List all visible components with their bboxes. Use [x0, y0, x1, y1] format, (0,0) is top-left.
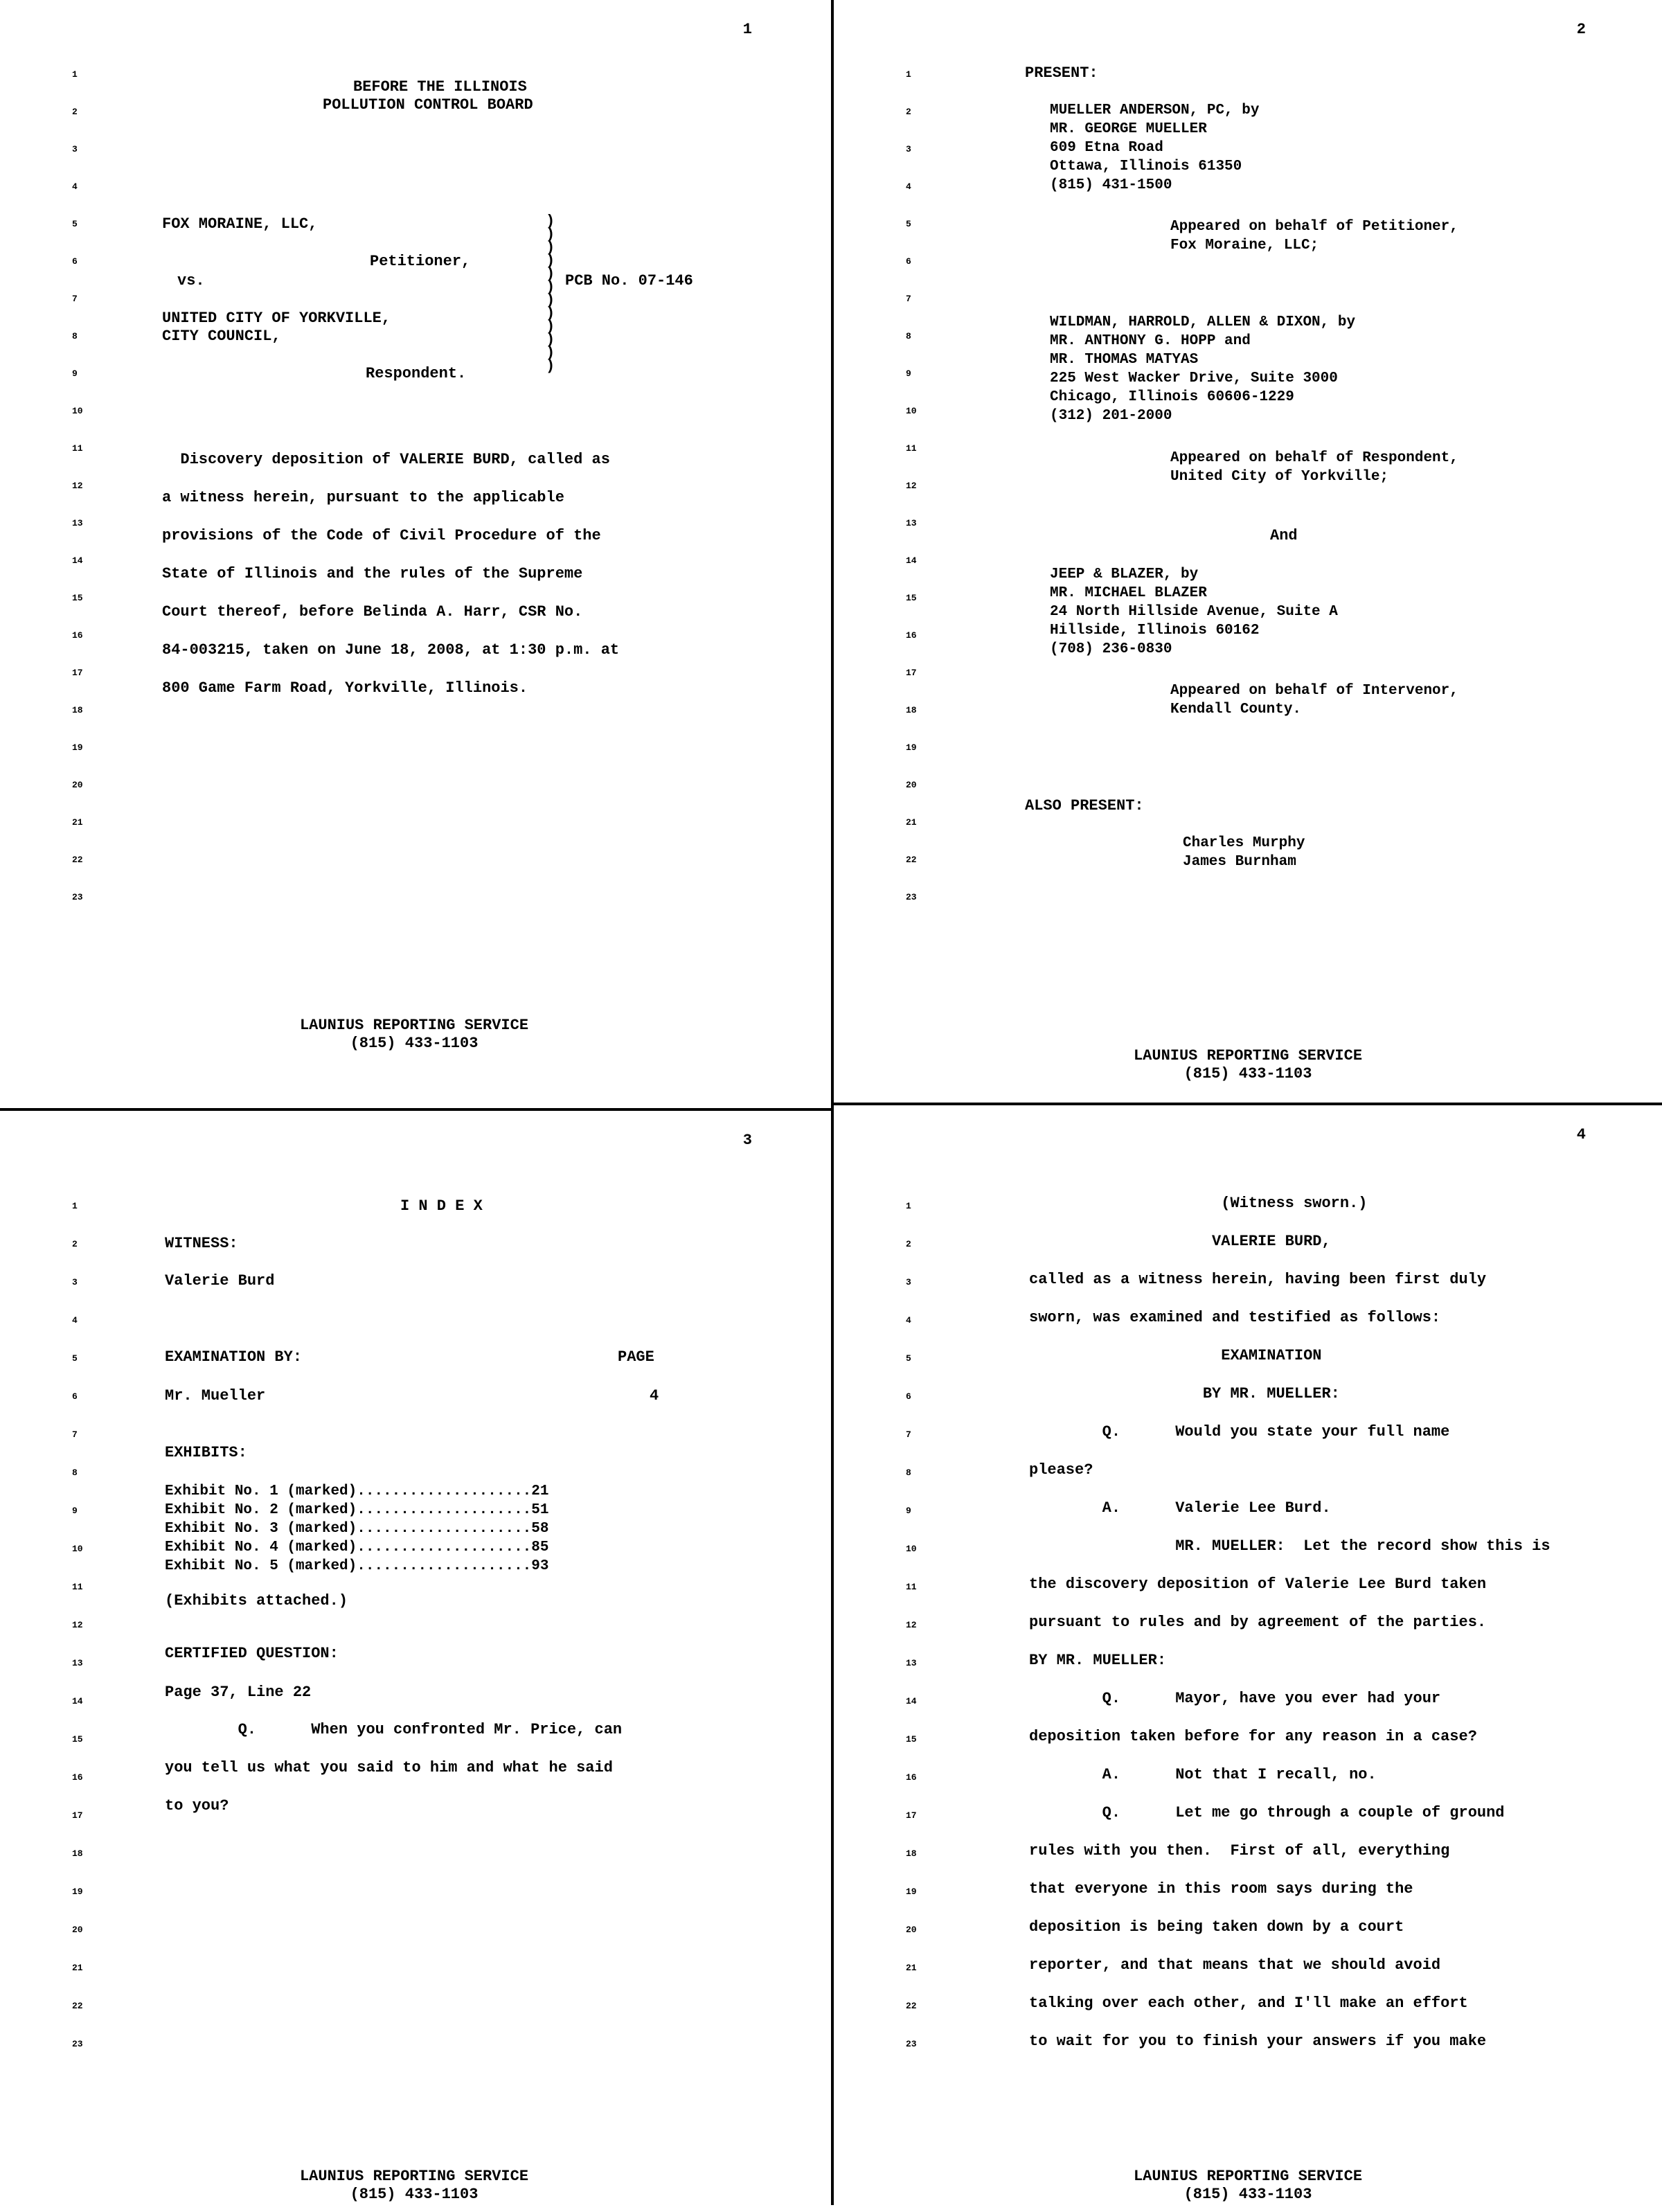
- transcript-line: you tell us what you said to him and what he said: [165, 1759, 613, 1776]
- line-number: 18: [906, 705, 917, 715]
- line-number: 1: [72, 69, 78, 80]
- transcript-line: State of Illinois and the rules of the Supreme: [162, 565, 583, 582]
- present-label: PRESENT:: [1025, 64, 1098, 82]
- footer-service: LAUNIUS REPORTING SERVICE: [1133, 1047, 1363, 1064]
- line-number: 6: [72, 256, 78, 267]
- line-number: 21: [72, 1963, 83, 1973]
- certified-question-label: CERTIFIED QUESTION:: [165, 1645, 339, 1662]
- transcript-line: talking over each other, and I'll make an effort: [1029, 1995, 1468, 2012]
- line-number: 18: [72, 705, 83, 715]
- line-number: 14: [906, 1696, 917, 1706]
- examination-label: EXAMINATION BY:: [165, 1348, 303, 1366]
- line-number: 2: [906, 107, 911, 117]
- transcript-line: BY MR. MUELLER:: [1029, 1652, 1167, 1669]
- line-number: 4: [906, 181, 911, 192]
- versus-label: vs.: [177, 272, 205, 289]
- line-number: 23: [906, 892, 917, 902]
- line-number: 2: [906, 1239, 911, 1249]
- line-number: 15: [906, 1734, 917, 1745]
- line-number: 14: [72, 1696, 83, 1706]
- line-number: 6: [72, 1391, 78, 1402]
- transcript-page-2: [834, 0, 1662, 1101]
- line-number: 9: [906, 1506, 911, 1516]
- petitioner-label: Petitioner,: [370, 253, 471, 270]
- line-number: 14: [906, 555, 917, 566]
- transcript-line: A. Not that I recall, no.: [1029, 1766, 1377, 1783]
- transcript-line: VALERIE BURD,: [1029, 1233, 1331, 1250]
- line-number: 17: [72, 1810, 83, 1821]
- examiner-name: Mr. Mueller: [165, 1387, 266, 1404]
- page-number: 3: [742, 1132, 752, 1149]
- block-line: Exhibit No. 2 (marked)....................51: [165, 1502, 549, 1518]
- block-line: James Burnham: [1183, 854, 1296, 870]
- petitioner-name: FOX MORAINE, LLC,: [162, 215, 318, 233]
- block-line: 24 North Hillside Avenue, Suite A: [1050, 604, 1338, 620]
- block-line: United City of Yorkville;: [1170, 469, 1389, 485]
- block-line: 609 Etna Road: [1050, 140, 1163, 156]
- witness-label: WITNESS:: [165, 1235, 238, 1252]
- block-line: Exhibit No. 3 (marked)....................58: [165, 1521, 549, 1537]
- transcript-line: a witness herein, pursuant to the applicable: [162, 489, 564, 506]
- line-number: 16: [72, 630, 83, 641]
- line-number: 19: [906, 1887, 917, 1897]
- footer-phone: (815) 433-1103: [1183, 2186, 1312, 2203]
- block-line: MUELLER ANDERSON, PC, by: [1050, 102, 1260, 118]
- transcript-line: (Witness sworn.): [1029, 1195, 1368, 1212]
- block-line: (312) 201-2000: [1050, 408, 1172, 424]
- transcript-line: MR. MUELLER: Let the record show this is: [1029, 1537, 1551, 1555]
- transcript-line: provisions of the Code of Civil Procedure of the: [162, 527, 601, 544]
- line-number: 23: [72, 892, 83, 902]
- caption-brace: ) ) ) ) ) ) ) ) ) ) ) ): [546, 213, 555, 375]
- line-number: 21: [906, 1963, 917, 1973]
- transcript-line: pursuant to rules and by agreement of the parties.: [1029, 1614, 1487, 1631]
- block-line: Kendall County.: [1170, 702, 1302, 717]
- transcript-page-1: [0, 0, 828, 1101]
- block-line: (708) 236-0830: [1050, 641, 1172, 657]
- transcript-line: BY MR. MUELLER:: [1029, 1385, 1340, 1402]
- line-number: 16: [72, 1772, 83, 1783]
- page-number: 1: [742, 21, 752, 38]
- block-line: Ottawa, Illinois 61350: [1050, 159, 1242, 175]
- line-number: 7: [72, 1429, 78, 1440]
- transcript-line: deposition is being taken down by a court: [1029, 1918, 1404, 1936]
- block-line: Hillside, Illinois 60162: [1050, 623, 1260, 639]
- page-number: 4: [1576, 1126, 1586, 1143]
- line-number: 19: [72, 1887, 83, 1897]
- transcript-line: Q. Would you state your full name: [1029, 1423, 1450, 1441]
- line-number: 23: [906, 2039, 917, 2049]
- line-number: 12: [72, 1620, 83, 1630]
- and-label: And: [1270, 527, 1298, 544]
- transcript-line: deposition taken before for any reason in a case?: [1029, 1728, 1477, 1745]
- transcript-line: to you?: [165, 1797, 229, 1814]
- line-number: 16: [906, 630, 917, 641]
- line-number: 23: [72, 2039, 83, 2049]
- line-number: 2: [72, 107, 78, 117]
- transcript-line: called as a witness herein, having been first duly: [1029, 1271, 1487, 1288]
- page-number: 2: [1576, 21, 1586, 38]
- line-number: 4: [72, 181, 78, 192]
- line-number: 11: [906, 443, 917, 454]
- line-number: 13: [72, 518, 83, 528]
- block-line: Exhibit No. 1 (marked)....................21: [165, 1483, 549, 1499]
- footer-phone: (815) 433-1103: [350, 1035, 479, 1052]
- respondent-label: Respondent.: [366, 365, 467, 382]
- transcript-page-3: [0, 1111, 828, 2212]
- line-number: 18: [72, 1848, 83, 1859]
- line-number: 22: [72, 855, 83, 865]
- line-number: 11: [72, 443, 83, 454]
- line-number: 4: [906, 1315, 911, 1326]
- transcript-line: rules with you then. First of all, everything: [1029, 1842, 1450, 1859]
- line-number: 20: [72, 1925, 83, 1935]
- line-number: 21: [906, 817, 917, 828]
- line-number: 11: [72, 1582, 83, 1592]
- block-line: Appeared on behalf of Respondent,: [1170, 450, 1458, 466]
- line-number: 10: [906, 406, 917, 416]
- index-title: I N D E X: [400, 1197, 483, 1215]
- transcript-page-4: [834, 1105, 1662, 2206]
- block-line: Appeared on behalf of Intervenor,: [1170, 683, 1458, 699]
- line-number: 19: [906, 742, 917, 753]
- transcript-line: A. Valerie Lee Burd.: [1029, 1499, 1331, 1517]
- line-number: 13: [906, 1658, 917, 1668]
- line-number: 12: [906, 1620, 917, 1630]
- transcript-line: to wait for you to finish your answers if you make: [1029, 2033, 1487, 2050]
- line-number: 3: [906, 1277, 911, 1287]
- line-number: 13: [906, 518, 917, 528]
- line-number: 3: [72, 1277, 78, 1287]
- line-number: 20: [906, 780, 917, 790]
- line-number: 12: [906, 481, 917, 491]
- line-number: 11: [906, 1582, 917, 1592]
- line-number: 6: [906, 1391, 911, 1402]
- block-line: Exhibit No. 4 (marked)....................85: [165, 1540, 549, 1555]
- certified-question-ref: Page 37, Line 22: [165, 1684, 312, 1701]
- block-line: MR. GEORGE MUELLER: [1050, 121, 1207, 137]
- line-number: 22: [906, 855, 917, 865]
- transcript-line: EXAMINATION: [1029, 1347, 1322, 1364]
- line-number: 12: [72, 481, 83, 491]
- block-line: MR. MICHAEL BLAZER: [1050, 585, 1207, 601]
- line-number: 22: [906, 2001, 917, 2011]
- line-number: 3: [906, 144, 911, 154]
- block-line: MR. THOMAS MATYAS: [1050, 352, 1199, 368]
- transcript-line: please?: [1029, 1461, 1093, 1479]
- line-number: 8: [72, 331, 78, 341]
- line-number: 15: [72, 593, 83, 603]
- transcript-line: Court thereof, before Belinda A. Harr, CSR No.: [162, 603, 583, 621]
- witness-name: Valerie Burd: [165, 1272, 275, 1290]
- line-number: 20: [906, 1925, 917, 1935]
- line-number: 14: [72, 555, 83, 566]
- footer-service: LAUNIUS REPORTING SERVICE: [1133, 2168, 1363, 2185]
- transcript-line: 800 Game Farm Road, Yorkville, Illinois.: [162, 679, 528, 697]
- block-line: Charles Murphy: [1183, 835, 1305, 851]
- transcript-line: Q. When you confronted Mr. Price, can: [165, 1721, 623, 1738]
- line-number: 5: [72, 1353, 78, 1364]
- footer-phone: (815) 433-1103: [1183, 1065, 1312, 1082]
- respondent-name-2: CITY COUNCIL,: [162, 328, 281, 345]
- footer-service: LAUNIUS REPORTING SERVICE: [299, 2168, 529, 2185]
- block-line: Fox Moraine, LLC;: [1170, 238, 1319, 253]
- respondent-name-1: UNITED CITY OF YORKVILLE,: [162, 310, 391, 327]
- line-number: 8: [906, 1468, 911, 1478]
- line-number: 13: [72, 1658, 83, 1668]
- line-number: 4: [72, 1315, 78, 1326]
- line-number: 10: [72, 406, 83, 416]
- line-number: 17: [906, 668, 917, 678]
- line-number: 6: [906, 256, 911, 267]
- pcb-number: PCB No. 07-146: [565, 272, 693, 289]
- line-number: 5: [72, 219, 78, 229]
- line-number: 1: [72, 1201, 78, 1211]
- transcript-line: reporter, and that means that we should avoid: [1029, 1956, 1441, 1974]
- line-number: 7: [906, 294, 911, 304]
- transcript-line: Discovery deposition of VALERIE BURD, called as: [162, 451, 610, 468]
- line-number: 15: [906, 593, 917, 603]
- line-number: 10: [72, 1544, 83, 1554]
- line-number: 3: [72, 144, 78, 154]
- line-number: 9: [72, 368, 78, 379]
- footer-service: LAUNIUS REPORTING SERVICE: [299, 1017, 529, 1034]
- line-number: 10: [906, 1544, 917, 1554]
- line-number: 16: [906, 1772, 917, 1783]
- exhibits-label: EXHIBITS:: [165, 1444, 247, 1461]
- block-line: 225 West Wacker Drive, Suite 3000: [1050, 371, 1338, 386]
- transcript-line: that everyone in this room says during the: [1029, 1880, 1413, 1898]
- line-number: 9: [906, 368, 911, 379]
- line-number: 2: [72, 1239, 78, 1249]
- transcript-line: the discovery deposition of Valerie Lee Burd taken: [1029, 1576, 1487, 1593]
- transcript-line: Q. Let me go through a couple of ground: [1029, 1804, 1505, 1821]
- examiner-page: 4: [650, 1387, 659, 1404]
- board-title-2: POLLUTION CONTROL BOARD: [323, 96, 533, 114]
- line-number: 7: [72, 294, 78, 304]
- exhibits-attached: (Exhibits attached.): [165, 1592, 348, 1609]
- line-number: 21: [72, 817, 83, 828]
- line-number: 15: [72, 1734, 83, 1745]
- transcript-line: Q. Mayor, have you ever had your: [1029, 1690, 1441, 1707]
- block-line: (815) 431-1500: [1050, 177, 1172, 193]
- line-number: 5: [906, 219, 911, 229]
- line-number: 19: [72, 742, 83, 753]
- line-number: 17: [72, 668, 83, 678]
- line-number: 5: [906, 1353, 911, 1364]
- line-number: 7: [906, 1429, 911, 1440]
- line-number: 20: [72, 780, 83, 790]
- block-line: Chicago, Illinois 60606-1229: [1050, 389, 1294, 405]
- line-number: 1: [906, 69, 911, 80]
- page-column-label: PAGE: [618, 1348, 654, 1366]
- block-line: WILDMAN, HARROLD, ALLEN & DIXON, by: [1050, 314, 1356, 330]
- board-title-1: BEFORE THE ILLINOIS: [353, 78, 527, 96]
- block-line: MR. ANTHONY G. HOPP and: [1050, 333, 1251, 349]
- line-number: 22: [72, 2001, 83, 2011]
- transcript-line: sworn, was examined and testified as follows:: [1029, 1309, 1441, 1326]
- line-number: 18: [906, 1848, 917, 1859]
- line-number: 1: [906, 1201, 911, 1211]
- footer-phone: (815) 433-1103: [350, 2186, 479, 2203]
- block-line: Appeared on behalf of Petitioner,: [1170, 219, 1458, 235]
- also-present-label: ALSO PRESENT:: [1025, 797, 1144, 814]
- block-line: JEEP & BLAZER, by: [1050, 567, 1199, 582]
- line-number: 17: [906, 1810, 917, 1821]
- line-number: 9: [72, 1506, 78, 1516]
- transcript-line: 84-003215, taken on June 18, 2008, at 1:30 p.m. at: [162, 641, 620, 659]
- block-line: Exhibit No. 5 (marked)....................93: [165, 1558, 549, 1574]
- line-number: 8: [72, 1468, 78, 1478]
- line-number: 8: [906, 331, 911, 341]
